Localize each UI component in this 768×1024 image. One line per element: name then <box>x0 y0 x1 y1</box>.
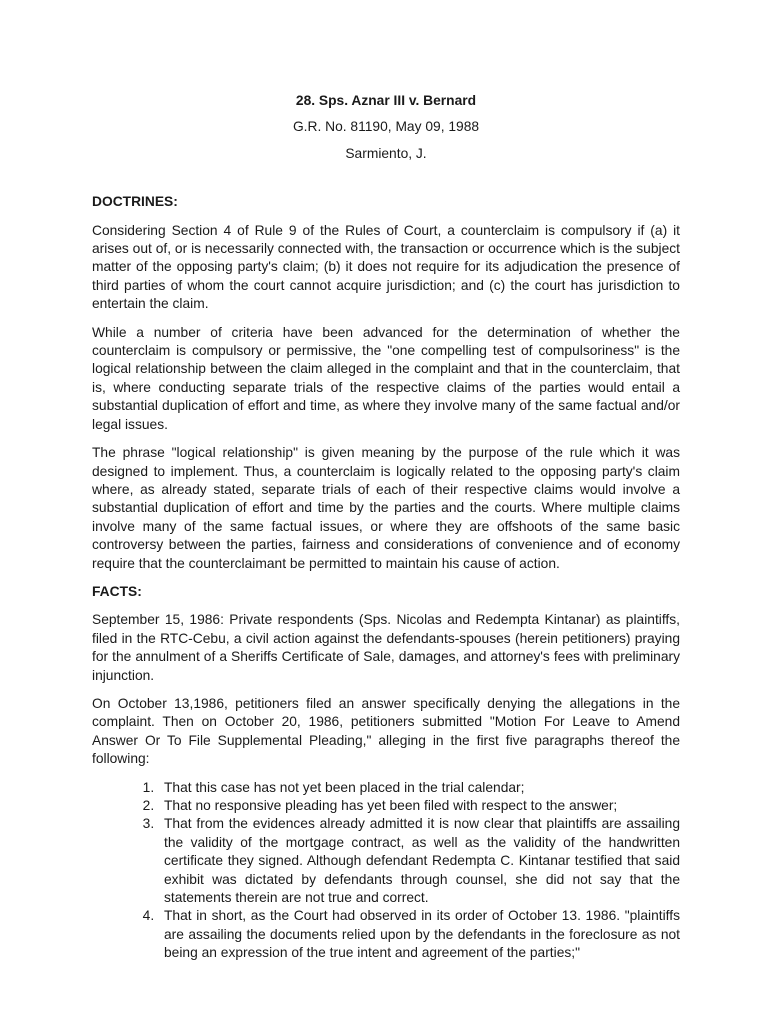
facts-paragraph: On October 13,1986, petitioners filed an answer specifically denying the allegations in the complaint. Then on October 20, 1986, petitioners submitted "Motion For Leave to Amend Answer Or To File Supplemental Pleading," alleging in the first five paragraphs thereof the following: <box>92 695 680 767</box>
doctrine-paragraph: The phrase "logical relationship" is given meaning by the purpose of the rule which it was designed to implement. Thus, a counterclaim is logically related to the opposing party's claim where, as already stated, separate trials of each of their respective claims would involve a substantial duplication of effort and time by the parties and the courts. Where multiple claims involve many of the same factual issues, or where they are offshoots of the same basic controversy between the parties, fairness and considerations of convenience and of economy require that the counterclaimant be permitted to maintain his cause of action. <box>92 445 680 571</box>
list-item: 1. That this case has not yet been placed in the trial calendar; <box>158 779 680 797</box>
case-number: G.R. No. 81190, May 09, 1988 <box>292 119 480 135</box>
list-item: 2. That no responsive pleading has yet been filed with respect to the answer; <box>158 797 680 815</box>
facts-heading: FACTS: <box>92 583 142 599</box>
list-item: 3. That from the evidences already admitted it is now clear that plaintiffs are assailing the validity of the mortgage contract, as well as the validity of the handwritten certificate they signed. Although defendant Redempta C. Kintanar testified that said exhibit was dictated by defendants through counsel, she did not say that the statements therein are not true and correct. <box>158 815 680 907</box>
facts-paragraph: September 15, 1986: Private respondents (Sps. Nicolas and Redempta Kintanar) as plaintiffs, filed in the RTC-Cebu, a civil action against the defendants-spouses (herein petitioners) praying for the annulment of a Sheriffs Certificate of Sale, damages, and attorney's fees with preliminary injunction. <box>92 612 680 683</box>
allegations-list <box>92 779 680 963</box>
doctrine-paragraph: Considering Section 4 of Rule 9 of the Rules of Court, a counterclaim is compulsory if (a) it arises out of, or is necessarily connected with, the transaction or occurrence which is the subject matter of the opposing party's claim; (b) it does not require for its adjudication the presence of third parties of whom the court cannot acquire jurisdiction; and (c) the court has jurisdiction to entertain the claim. <box>92 222 680 312</box>
case-title: 28. Sps. Aznar III v. Bernard <box>295 93 477 108</box>
doctrine-paragraph: While a number of criteria have been advanced for the determination of whether the counterclaim is compulsory or permissive, the "one compelling test of compulsoriness" is the logical relationship between the claim alleged in the complaint and that in the counterclaim, that is, where conducting separate trials of the respective claims of the parties would entail a substantial duplication of effort and time, as where they involve many of the same factual and/or legal issues. <box>92 324 680 432</box>
doctrines-heading: DOCTRINES: <box>92 194 178 210</box>
ponente: Sarmiento, J. <box>345 145 427 161</box>
list-item: 4. That in short, as the Court had observed in its order of October 13. 1986. "plaintiffs are assailing the documents relied upon by the defendants in the foreclosure as not being an expression of the true intent and agreement of the parties;" <box>158 907 680 962</box>
